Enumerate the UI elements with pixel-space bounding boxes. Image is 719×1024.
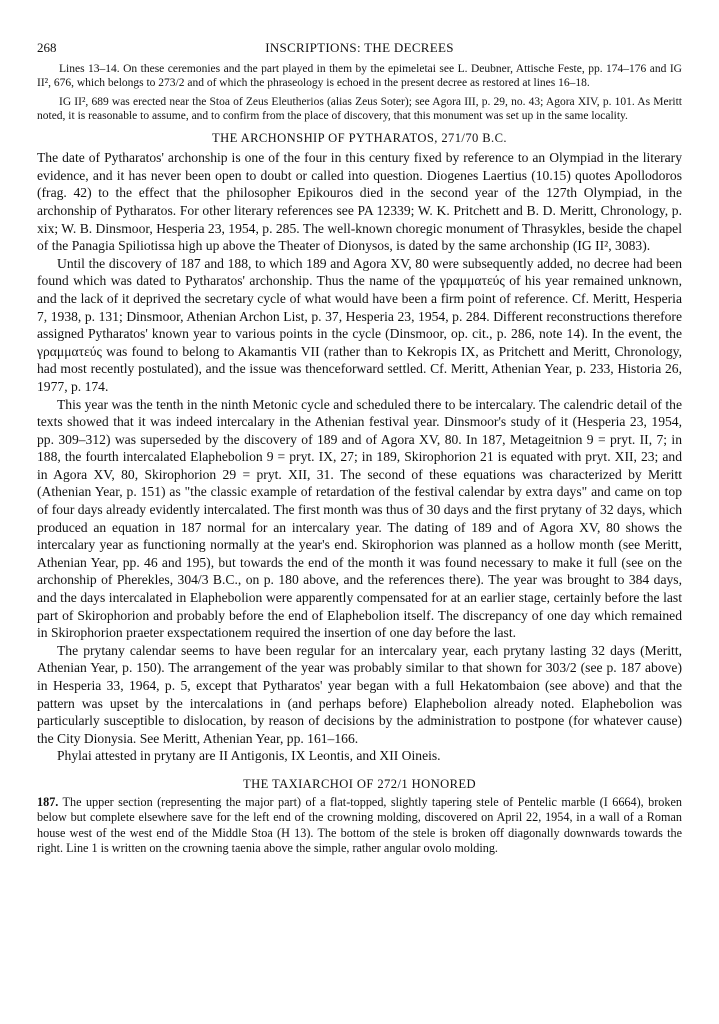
section-body <box>37 149 682 765</box>
note-paragraph: Lines 13–14. On these ceremonies and the part played in them by the epimeletai see L. Deubner, Attische Feste, pp. 174–176 and IG II², 676, which belongs to 273/2 and of which the phraseology is echoed in the present decree as restored at lines 16–18. <box>37 63 682 90</box>
document-page <box>37 40 682 857</box>
running-title: INSCRIPTIONS: THE DECREES <box>265 40 454 55</box>
body-paragraph: This year was the tenth in the ninth Metonic cycle and scheduled there to be intercalary. The calendric detail of the texts showed that it was indeed intercalary in the Athenian festival year. Dinsmoor's study of it (Hesperia 23, 1954, pp. 309–312) was superseded by the discovery of 189 and of Agora XV, 80. In 187, Metageitnion 9 = pryt. II, 7; in 188, the fourth intercalated Elaphebolion 9 = pryt. IX, 27; in 189, Skirophorion 21 is equated with pryt. XII, 23; and in Agora XV, 80, Skirophorion 29 = pryt. XII, 31. The second of these equations was characterized by Meritt (Athenian Year, p. 151) as "the classic example of retardation of the festival calendar by extra days" and came on top of four days already evidently intercalated. The first month was thus of 30 days and the first prytany of 32 days, which produced an equation in 187 normal for an intercalary year. The dating of 189 and of Agora XV, 80 shows the intercalary year as functioning normally at the year's end. Skirophorion was planned as a hollow month (see Meritt, Athenian Year, pp. 46 and 195), but towards the end of the month it was found necessary to make it full (see on the archonship of Pherekles, 304/3 B.C., on p. 180 above, and the references there). The year was brought to 384 days, and the days intercalated in Elaphebolion were apparently compensated for at an earlier stage, certainly before the last part of Skirophorion and probably before the end of Elaphebolion itself. The discrepancy of one day which remained in Skirophorion praeter exspectationem required the insertion of one day before the last. <box>37 396 682 641</box>
body-paragraph: The date of Pytharatos' archonship is one of the four in this century fixed by reference to an Olympiad in the literary evidence, and it has never been open to doubt or called into question. Diogenes Laertius (10.15) quotes Apollodoros (frag. 42) to the effect that the philosopher Epikouros died in the second year of the 127th Olympiad, in the archonship of Pytharatos. For other literary references see PA 12339; W. K. Pritchett and B. D. Meritt, Chronology, p. xix; W. B. Dinsmoor, Hesperia 23, 1954, p. 285. The well-known choregic monument of Thrasykles, beside the chapel of the Panagia Spiliotissa high up above the Theater of Dionysos, is dated by the same archonship (IG II², 3083). <box>37 150 682 254</box>
entry-text: The upper section (representing the major part) of a flat-topped, slightly tapering stele of Pentelic marble (I 6664), broken below but complete elsewhere save for the left end of the crowning molding, discovered on April 22, 1954, in a wall of a Roman house west of the west end of the Middle Stoa (H 13). The bottom of the stele is broken off diagonally downwards towards the right. Line 1 is written on the crowning taenia above the simple, rather angular ovolo molding. <box>37 794 682 856</box>
section-heading: THE TAXIARCHOI OF 272/1 HONORED <box>243 776 476 791</box>
entry-paragraph <box>37 795 682 857</box>
note-paragraph: IG II², 689 was erected near the Stoa of Zeus Eleutherios (alias Zeus Soter); see Agora III, p. 29, no. 43; Agora XIV, p. 101. As Meritt noted, it is reasonable to assume, and to confirm from the place of discovery, that this monument was set up in the same locality. <box>37 95 682 122</box>
commentary-notes <box>37 62 682 123</box>
body-paragraph: The prytany calendar seems to have been regular for an intercalary year, each prytany lasting 32 days (Meritt, Athenian Year, p. 150). The arrangement of the year was probably similar to that shown for 303/2 (see p. 187 above) in Hesperia 33, 1964, p. 5, except that Pytharatos' year began with a full Hekatombaion (see above) and that the pattern was upset by the intercalations in (and perhaps before) Elaphebolion already noted. Elaphebolion was particularly susceptible to dislocation, by reason of decisions by the administration to postpone (for whatever cause) the City Dionysia. See Meritt, Athenian Year, pp. 161–166. <box>37 642 682 746</box>
inscription-entry <box>37 795 682 857</box>
body-paragraph: Phylai attested in prytany are II Antigonis, IX Leontis, and XII Oineis. <box>57 748 441 764</box>
body-paragraph: Until the discovery of 187 and 188, to which 189 and Agora XV, 80 were subsequently added, no decree had been found which was dated to Pytharatos' archonship. Thus the name of the γραμματεύς of his year remained unknown, and the lack of it deprived the secretary cycle of what would have been a firm point of reference. Cf. Meritt, Hesperia 7, 1938, p. 131; Dinsmoor, Athenian Archon List, p. 37, Hesperia 23, 1954, p. 284. Different reconstructions therefore assigned Pytharatos' known year to various points in the cycle (Dinsmoor, op. cit., p. 286, note 14). In the event, the γραμματεύς was found to belong to Akamantis VII (rather than to Kekropis IX, as Pritchett and Meritt, Chronology, had most recently postulated), and the issue was thenceforward settled. Cf. Meritt, Athenian Year, p. 233, Historia 26, 1977, p. 174. <box>37 255 682 394</box>
page-number: 268 <box>37 40 57 55</box>
entry-number: 187. <box>37 794 59 809</box>
section-heading: THE ARCHONSHIP OF PYTHARATOS, 271/70 B.C. <box>212 131 507 146</box>
page-header <box>37 40 682 62</box>
